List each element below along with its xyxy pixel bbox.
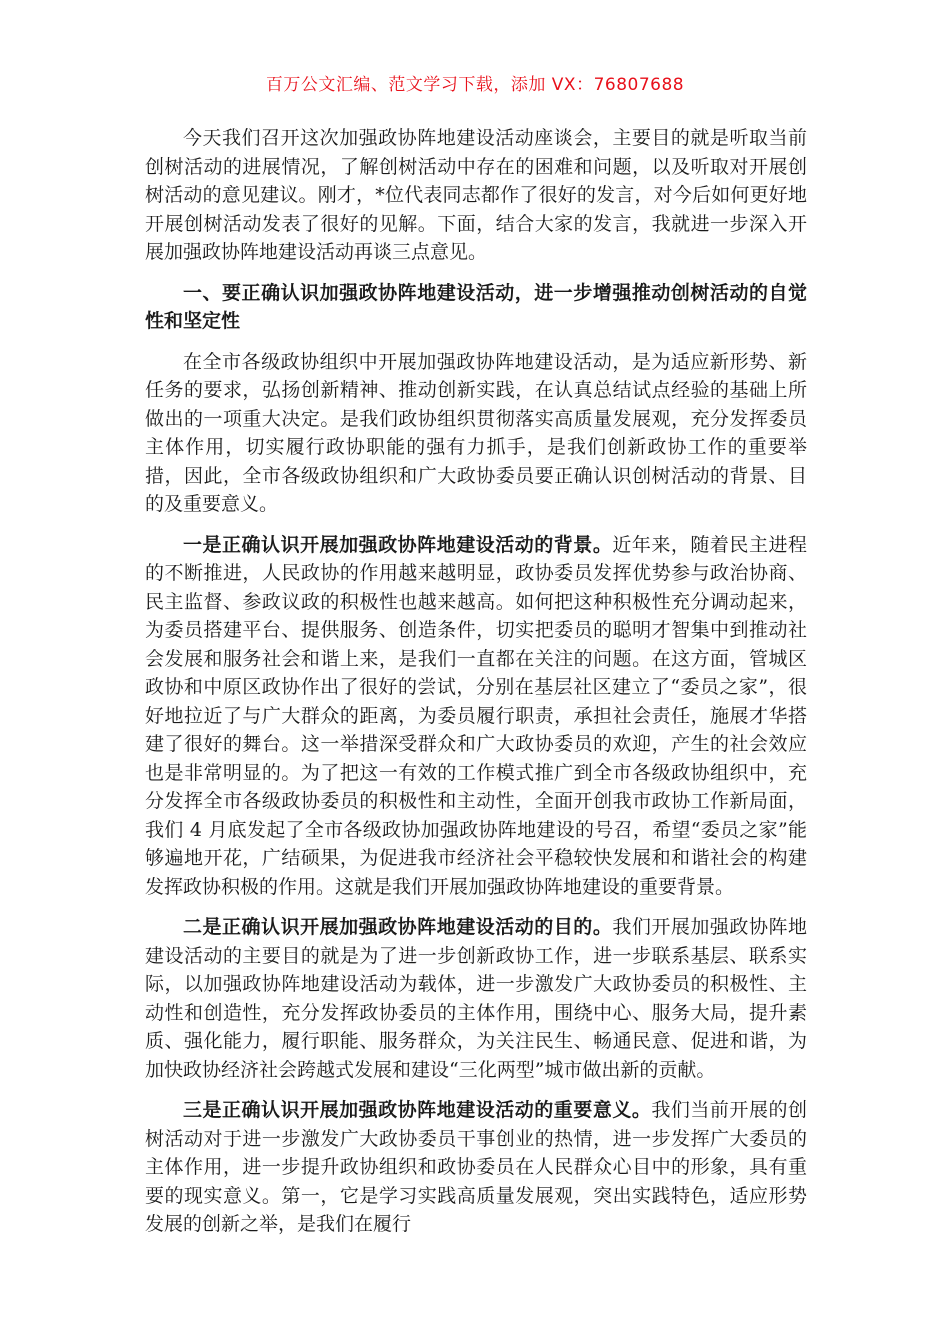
section-1-paragraph: 在全市各级政协组织中开展加强政协阵地建设活动，是为适应新形势、新任务的要求，弘扬创新精神、推动创新实践，在认真总结试点经验的基础上所做出的一项重大决定。是我们政协组织贯彻落实高质量发展观，充分发挥委员主体作用，切实履行政协职能的强有力抓手，是我们创新政协工作的重要举措，因此，全市各级政协组织和广大政协委员要正确认识创树活动的背景、目的及重要意义。	[145, 350, 807, 515]
document-body	[145, 124, 807, 1251]
watermark-header: 百万公文汇编、范文学习下载，添加 VX：76807688	[265, 75, 685, 95]
point-2-lead: 二是正确认识开展加强政协阵地建设活动的目的。	[183, 916, 613, 938]
intro-paragraph: 今天我们召开这次加强政协阵地建设活动座谈会，主要目的就是听取当前创树活动的进展情况，了解创树活动中存在的困难和问题，以及听取对开展创树活动的意见建议。刚才，*位代表同志都作了很好的发言，对今后如何更好地开展创树活动发表了很好的见解。下面，结合大家的发言，我就进一步深入开展加强政协阵地建设活动再谈三点意见。	[145, 127, 807, 263]
point-3-lead: 三是正确认识开展加强政协阵地建设活动的重要意义。	[183, 1099, 652, 1121]
point-1-paragraph	[145, 531, 807, 902]
point-3-body: 我们当前开展的创树活动对于进一步激发广大政协委员干事创业的热情，进一步发挥广大委员的主体作用，进一步提升政协组织和政协委员在人民群众心目中的形象，具有重要的现实意义。第一，它是学习实践高质量发展观，突出实践特色，适应形势发展的创新之举，是我们在履行	[145, 1099, 807, 1235]
point-1-body: 近年来，随着民主进程的不断推进，人民政协的作用越来越明显，政协委员发挥优势参与政治协商、民主监督、参政议政的积极性也越来越高。如何把这种积极性充分调动起来，为委员搭建平台、提供服务、创造条件，切实把委员的聪明才智集中到推动社会发展和服务社会和谐上来，是我们一直都在关注的问题。在这方面，管城区政协和中原区政协作出了很好的尝试，分别在基层社区建立了“委员之家”，很好地拉近了与广大群众的距离，为委员履行职责，承担社会责任，施展才华搭建了很好的舞台。这一举措深受群众和广大政协委员的欢迎，产生的社会效应也是非常明显的。为了把这一有效的工作模式推广到全市各级政协组织中，充分发挥全市各级政协委员的积极性和主动性，全面开创我市政协工作新局面，我们 4 月底发起了全市各级政协加强政协阵地建设的号召，希望“委员之家”能够遍地开花，广结硕果，为促进我市经济社会平稳较快发展和和谐社会的构建发挥政协积极的作用。这就是我们开展加强政协阵地建设的重要背景。	[145, 533, 807, 898]
point-1-lead: 一是正确认识开展加强政协阵地建设活动的背景。	[183, 533, 613, 556]
point-2-paragraph	[145, 913, 807, 1084]
section-1-heading: 一、要正确认识加强政协阵地建设活动，进一步增强推动创树活动的自觉性和坚定性	[145, 281, 807, 332]
point-3-paragraph	[145, 1096, 807, 1239]
point-2-body: 我们开展加强政协阵地建设活动的主要目的就是为了进一步创新政协工作，进一步联系基层、联系实际，以加强政协阵地建设活动为载体，进一步激发广大政协委员的积极性、主动性和创造性，充分发挥政协委员的主体作用，围绕中心、服务大局，提升素质、强化能力，履行职能、服务群众，为关注民生、畅通民意、促进和谐，为加快政协经济社会跨越式发展和建设“三化两型”城市做出新的贡献。	[145, 916, 807, 1081]
